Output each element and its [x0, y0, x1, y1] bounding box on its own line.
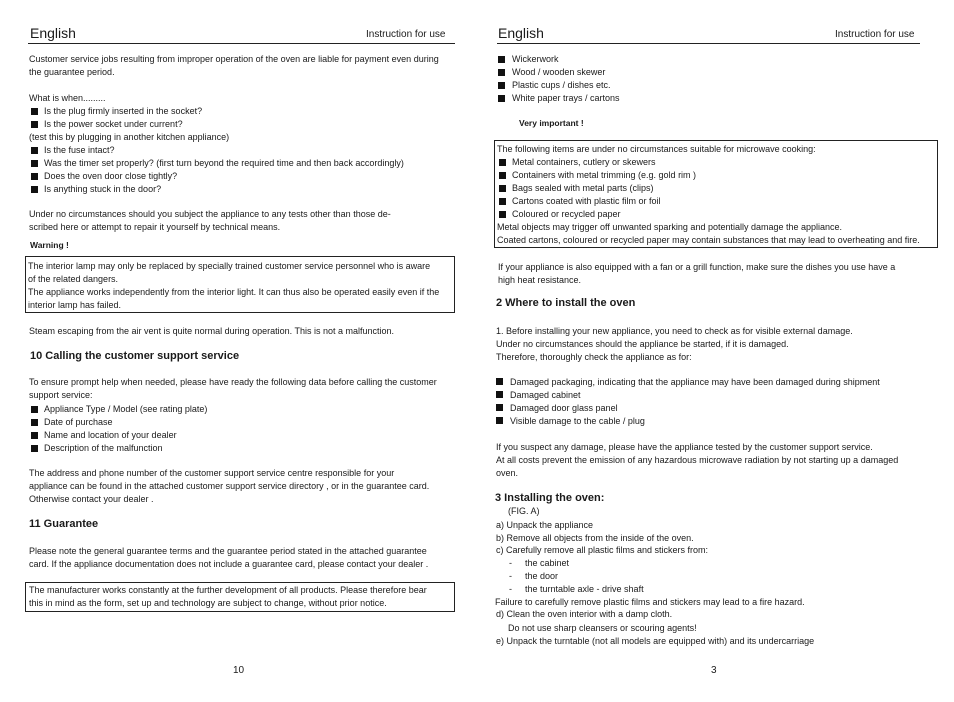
- check-socket: Is the power socket under current?: [44, 119, 183, 129]
- sec10-intro-2: support service:: [29, 390, 93, 400]
- section-11-title: 11 Guarantee: [29, 518, 99, 530]
- box-item-cartons: Cartons coated with plastic film or foil: [512, 196, 661, 206]
- sec2-suspect-3: oven.: [496, 468, 519, 478]
- right-header-language: English: [498, 25, 544, 41]
- section-2-title: 2 Where to install the oven: [496, 297, 636, 309]
- bullet-icon: [498, 95, 505, 102]
- dash: -: [509, 571, 512, 581]
- sec10-address-3: Otherwise contact your dealer .: [29, 494, 154, 504]
- box-item-trimming: Containers with metal trimming (e.g. gold rim ): [512, 170, 697, 180]
- very-important-label: Very important !: [519, 118, 584, 128]
- item-wickerwork: Wickerwork: [512, 54, 559, 64]
- sec11-notice-2: this in mind as the form, set up and technology are subject to change, without prior notice.: [29, 598, 387, 608]
- sec2-item-cable: Visible damage to the cable / plug: [510, 416, 645, 426]
- step-d: d) Clean the oven interior with a damp cloth.: [496, 609, 673, 619]
- sec2-item-packaging: Damaged packaging, indicating that the appliance may have been damaged during shipment: [510, 377, 880, 387]
- sec2-suspect-2: At all costs prevent the emission of any hazardous microwave radiation by not starting up a damaged: [496, 455, 899, 465]
- test-note: (test this by plugging in another kitchen appliance): [29, 132, 230, 142]
- item-wood: Wood / wooden skewer: [512, 67, 606, 77]
- bullet-icon: [499, 198, 506, 205]
- no-tests-line-1: Under no circumstances should you subject the appliance to any tests other than those de-: [29, 209, 391, 219]
- sec2-item-cabinet: Damaged cabinet: [510, 390, 581, 400]
- item-paper-trays: White paper trays / cartons: [512, 93, 620, 103]
- dash: -: [509, 558, 512, 568]
- section-3-title: 3 Installing the oven:: [495, 492, 605, 504]
- dash: -: [509, 584, 512, 594]
- bullet-icon: [496, 404, 503, 411]
- right-header-rule: [497, 43, 920, 44]
- left-page-number: 10: [233, 665, 245, 676]
- step-d-note: Do not use sharp cleansers or scouring agents!: [508, 623, 697, 633]
- box-item-metal: Metal containers, cutlery or skewers: [512, 157, 656, 167]
- warning-box-line-2: of the related dangers.: [28, 274, 119, 284]
- check-stuck: Is anything stuck in the door?: [44, 184, 162, 194]
- warning-box-line-3: The appliance works independently from the interior light. It can thus also be operated easily even if the: [28, 287, 440, 297]
- sec2-text-2: Under no circumstances should the appliance be started, if it is damaged.: [496, 339, 789, 349]
- fire-warning: Failure to carefully remove plastic films and stickers may lead to a fire hazard.: [495, 597, 805, 607]
- step-a: a) Unpack the appliance: [496, 520, 594, 530]
- check-timer: Was the timer set properly? (first turn beyond the required time and then back accordingly): [44, 158, 404, 168]
- sec2-text-1: 1. Before installing your new appliance, you need to check as for visible external damage.: [496, 326, 853, 336]
- bullet-icon: [31, 186, 38, 193]
- bullet-icon: [498, 69, 505, 76]
- left-header-rule: [28, 43, 455, 44]
- right-header-instruction: Instruction for use: [835, 29, 915, 40]
- sec2-suspect-1: If you suspect any damage, please have the appliance tested by the customer support service.: [496, 442, 873, 452]
- box-tail-1: Metal objects may trigger off unwanted sparking and potentially damage the appliance.: [497, 222, 843, 232]
- sub-item-axle: the turntable axle - drive shaft: [525, 584, 644, 594]
- step-c: c) Carefully remove all plastic films and stickers from:: [496, 545, 709, 555]
- sec2-item-glass: Damaged door glass panel: [510, 403, 618, 413]
- right-page-number: 3: [711, 665, 717, 676]
- bullet-icon: [499, 159, 506, 166]
- box-tail-2: Coated cartons, coloured or recycled paper may contain substances that may lead to overheating and fire.: [497, 235, 920, 245]
- bullet-icon: [31, 147, 38, 154]
- bullet-icon: [499, 172, 506, 179]
- step-b: b) Remove all objects from the inside of the oven.: [496, 533, 694, 543]
- sec10-item-type: Appliance Type / Model (see rating plate): [44, 404, 208, 414]
- sec2-text-3: Therefore, thoroughly check the appliance as for:: [496, 352, 692, 362]
- bullet-icon: [31, 445, 38, 452]
- what-is-when: What is when.........: [29, 93, 106, 103]
- bullet-icon: [31, 160, 38, 167]
- steam-note: Steam escaping from the air vent is quite normal during operation. This is not a malfunction.: [29, 326, 395, 336]
- fan-note-2: high heat resistance.: [498, 275, 582, 285]
- bullet-icon: [31, 173, 38, 180]
- left-header-instruction: Instruction for use: [366, 29, 446, 40]
- sec11-text-2: card. If the appliance documentation does not include a guarantee card, please contact your dealer .: [29, 559, 429, 569]
- box-item-bags: Bags sealed with metal parts (clips): [512, 183, 654, 193]
- fig-label: (FIG. A): [508, 506, 540, 516]
- bullet-icon: [496, 378, 503, 385]
- bullet-icon: [496, 417, 503, 424]
- item-plastic-cups: Plastic cups / dishes etc.: [512, 80, 611, 90]
- check-door: Does the oven door close tightly?: [44, 171, 178, 181]
- bullet-icon: [31, 121, 38, 128]
- bullet-icon: [498, 56, 505, 63]
- sec10-item-date: Date of purchase: [44, 417, 113, 427]
- bullet-icon: [31, 432, 38, 439]
- intro-line-1: Customer service jobs resulting from improper operation of the oven are liable for payment even during: [29, 54, 439, 64]
- sec10-address-1: The address and phone number of the customer support service centre responsible for your: [29, 468, 395, 478]
- warning-box-line-4: interior lamp has failed.: [28, 300, 122, 310]
- sec10-intro-1: To ensure prompt help when needed, please have ready the following data before calling the customer: [29, 377, 437, 387]
- bullet-icon: [31, 419, 38, 426]
- warning-label: Warning !: [30, 240, 69, 250]
- fan-note-1: If your appliance is also equipped with a fan or a grill function, make sure the dishes you use have a: [498, 262, 896, 272]
- left-header-language: English: [30, 25, 76, 41]
- bullet-icon: [496, 391, 503, 398]
- check-plug: Is the plug firmly inserted in the socket?: [44, 106, 203, 116]
- section-10-title: 10 Calling the customer support service: [30, 350, 240, 362]
- bullet-icon: [499, 185, 506, 192]
- bullet-icon: [498, 82, 505, 89]
- no-tests-line-2: scribed here or attempt to repair it yourself by technical means.: [29, 222, 281, 232]
- warning-box-line-1: The interior lamp may only be replaced by specially trained customer service personnel who is aware: [28, 261, 431, 271]
- sub-item-door: the door: [525, 571, 559, 581]
- box-intro: The following items are under no circumstances suitable for microwave cooking:: [497, 144, 816, 154]
- sec10-item-malfunction: Description of the malfunction: [44, 443, 163, 453]
- sub-item-cabinet: the cabinet: [525, 558, 570, 568]
- sec10-item-dealer: Name and location of your dealer: [44, 430, 177, 440]
- sec11-notice-1: The manufacturer works constantly at the further development of all products. Please therefore bear: [29, 585, 427, 595]
- bullet-icon: [31, 406, 38, 413]
- sec10-address-2: appliance can be found in the attached customer support service directory , or in the guarantee card.: [29, 481, 430, 491]
- bullet-icon: [499, 211, 506, 218]
- check-fuse: Is the fuse intact?: [44, 145, 115, 155]
- step-e: e) Unpack the turntable (not all models are equipped with) and its undercarriage: [496, 636, 815, 646]
- bullet-icon: [31, 108, 38, 115]
- box-item-paper: Coloured or recycled paper: [512, 209, 621, 219]
- intro-line-2: the guarantee period.: [29, 67, 115, 77]
- sec11-text-1: Please note the general guarantee terms and the guarantee period stated in the attached guarantee: [29, 546, 427, 556]
